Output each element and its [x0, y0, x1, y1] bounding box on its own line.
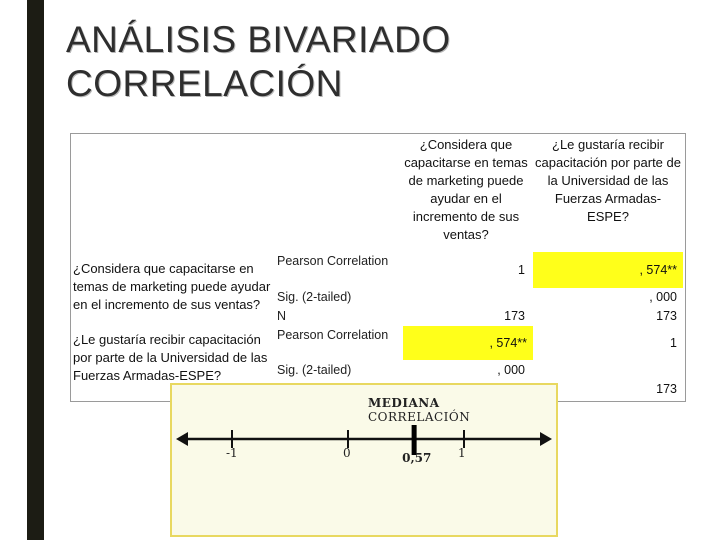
row1-c2-sig: , 000 [649, 290, 677, 304]
row1-stat-sig: Sig. (2-tailed) [277, 290, 352, 304]
row1-c1-pearson: 1 [518, 263, 525, 277]
row1-c2-n: 173 [656, 309, 677, 323]
row2-c2-n: 173 [656, 382, 677, 396]
slide-title: ANÁLISIS BIVARIADO [66, 19, 451, 60]
left-accent-bar [27, 0, 44, 540]
row-label-2: ¿Le gustaría recibir capacitación por parte de la Universidad de las Fuerzas Armadas-ESPE? [73, 332, 268, 383]
row2-c2-pearson: 1 [670, 336, 677, 350]
row1-stat-pearson: Pearson Correlation [277, 254, 389, 268]
col-header-1: ¿Considera que capacitarse en temas de marketing puede ayudar en el incremento de sus ventas? [404, 137, 528, 242]
correlation-table [70, 133, 686, 402]
axis-arrow-left [176, 432, 188, 446]
row1-c1-n: 173 [504, 309, 525, 323]
axis-arrow-right [540, 432, 552, 446]
col-header-2: ¿Le gustaría recibir capacitación por parte de la Universidad de las Fuerzas Armadas-ESPE? [535, 137, 681, 224]
slide-subtitle: CORRELACIÓN [66, 63, 343, 104]
overlay-subtitle: CORRELACIÓN [368, 410, 471, 424]
row2-stat-pearson: Pearson Correlation [277, 328, 389, 342]
overlay-title: MEDIANA [368, 396, 440, 410]
marker-label: 0,57 [402, 451, 432, 465]
median-correlation-card [170, 383, 558, 537]
row-label-1: ¿Considera que capacitarse en temas de marketing puede ayudar en el incremento de sus ventas? [73, 261, 271, 312]
row2-stat-sig: Sig. (2-tailed) [277, 363, 352, 377]
tick-label-minus-one: -1 [226, 446, 238, 460]
row1-stat-n: N [277, 309, 287, 323]
tick-label-zero: 0 [343, 446, 351, 460]
row2-c1-sig: , 000 [497, 363, 525, 377]
tick-label-one: 1 [458, 446, 466, 460]
number-line [172, 385, 556, 535]
row1-c2-pearson: , 574** [533, 252, 683, 288]
row2-c1-pearson: , 574** [403, 326, 533, 360]
